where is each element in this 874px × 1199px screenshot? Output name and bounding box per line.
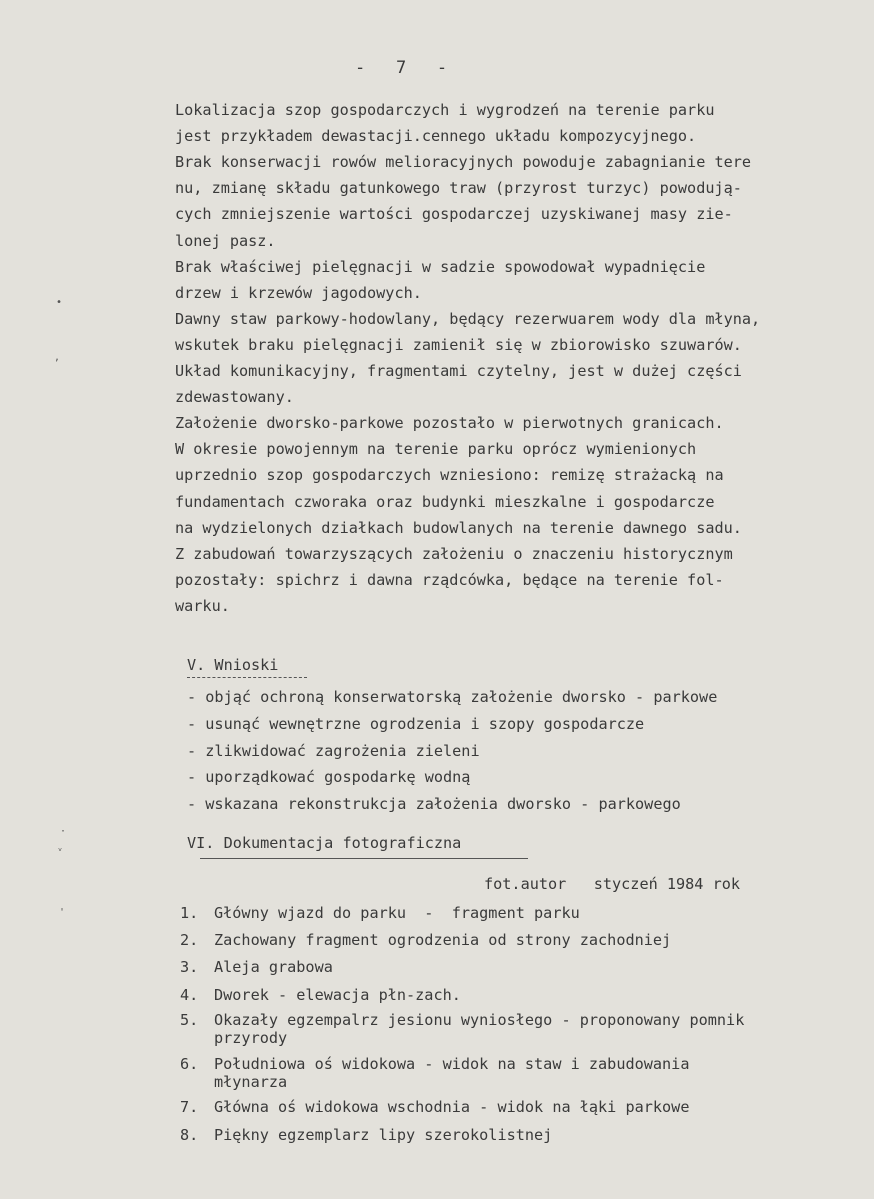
section-5-title: V. Wnioski — [187, 656, 279, 674]
photo-item-text: Okazały egzempalrz jesionu wyniosłego - proponowany pomnik — [214, 1011, 745, 1029]
paragraph-line: jest przykładem dewastacji.cennego układu kompozycyjnego. — [175, 127, 697, 146]
paragraph-line: Dawny staw parkowy-hodowlany, będący rezerwuarem wody dla młyna, — [175, 309, 761, 328]
photo-item-text: Dworek - elewacja płn-zach. — [214, 986, 461, 1004]
margin-mark: • — [56, 297, 63, 308]
paragraph-line: Brak właściwej pielęgnacji w sadzie spowodował wypadnięcie — [175, 257, 706, 276]
conclusion-item: - usunąć wewnętrzne ogrodzenia i szopy gospodarcze — [187, 714, 645, 733]
margin-mark: ' — [59, 907, 66, 918]
section-6-underline — [200, 858, 528, 859]
paragraph-line: Założenie dworsko-parkowe pozostało w pierwotnych granicach. — [175, 414, 724, 433]
paragraph-line: Układ komunikacyjny, fragmentami czytelny, jest w dużej części — [175, 362, 742, 380]
paragraph-line: lonej pasz. — [175, 231, 276, 250]
paragraph-line: wskutek braku pielęgnacji zamienił się w zbiorowisko szuwarów. — [175, 335, 742, 354]
paragraph-line: W okresie powojennym na terenie parku oprócz wymienionych — [175, 440, 697, 459]
photo-item-text: Aleja grabowa — [214, 958, 333, 976]
margin-mark: · — [60, 826, 67, 837]
paragraph-line: uprzednio szop gospodarczych wzniesiono: remizę strażacką na — [175, 466, 724, 485]
photo-item-number: 2. — [180, 931, 199, 949]
paragraph-line: zdewastowany. — [175, 388, 294, 407]
conclusion-item: - zlikwidować zagrożenia zieleni — [187, 741, 480, 760]
paragraph-line: Z zabudowań towarzyszących założeniu o znaczeniu historycznym — [175, 544, 733, 563]
photo-item-text: Piękny egzemplarz lipy szerokolistnej — [214, 1126, 553, 1144]
paragraph-line: cych zmniejszenie wartości gospodarczej uzyskiwanej masy zie- — [175, 205, 733, 224]
paragraph-line: na wydzielonych działkach budowlanych na terenie dawnego sadu. — [175, 518, 742, 537]
photo-item-number: 5. — [180, 1011, 199, 1029]
page-number: - 7 - — [355, 58, 448, 78]
paragraph-line: Lokalizacja szop gospodarczych i wygrodzeń na terenie parku — [175, 101, 715, 119]
conclusion-item: - objąć ochroną konserwatorską założenie dworsko - parkowe — [187, 688, 718, 706]
margin-mark: ᵥ — [57, 843, 64, 854]
paragraph-line: Brak konserwacji rowów melioracyjnych powoduje zabagnianie tere — [175, 153, 752, 172]
photo-item-number: 7. — [180, 1098, 199, 1116]
photo-item-text: Główny wjazd do parku - fragment parku — [214, 904, 580, 922]
paragraph-line: fundamentach czworaka oraz budynki mieszkalne i gospodarcze — [175, 492, 715, 511]
photo-item-number: 4. — [180, 986, 199, 1004]
photo-item-number: 3. — [180, 958, 199, 976]
photo-item-number: 6. — [180, 1055, 199, 1073]
photo-item-continuation: przyrody — [214, 1029, 288, 1047]
margin-mark: , — [54, 352, 61, 363]
photo-item-continuation: młynarza — [214, 1073, 288, 1091]
photo-item-number: 8. — [180, 1126, 199, 1144]
conclusion-item: - wskazana rekonstrukcja założenia dworsko - parkowego — [187, 795, 681, 814]
paragraph-line: drzew i krzewów jagodowych. — [175, 283, 422, 302]
conclusion-item: - uporządkować gospodarkę wodną — [187, 768, 471, 787]
section-5-underline — [187, 677, 307, 678]
photo-item-number: 1. — [180, 904, 199, 922]
photo-credit: fot.autor styczeń 1984 rok — [484, 875, 741, 893]
photo-item-text: Zachowany fragment ogrodzenia od strony zachodniej — [214, 931, 672, 949]
paragraph-line: nu, zmianę składu gatunkowego traw (przyrost turzyc) powodują- — [175, 179, 742, 198]
section-6-title: VI. Dokumentacja fotograficzna — [187, 834, 462, 852]
paragraph-line: pozostały: spichrz i dawna rządcówka, będące na terenie fol- — [175, 570, 724, 589]
photo-item-text: Południowa oś widokowa - widok na staw i zabudowania — [214, 1055, 690, 1073]
photo-item-text: Główna oś widokowa wschodnia - widok na łąki parkowe — [214, 1098, 690, 1116]
paragraph-line: warku. — [175, 596, 230, 615]
